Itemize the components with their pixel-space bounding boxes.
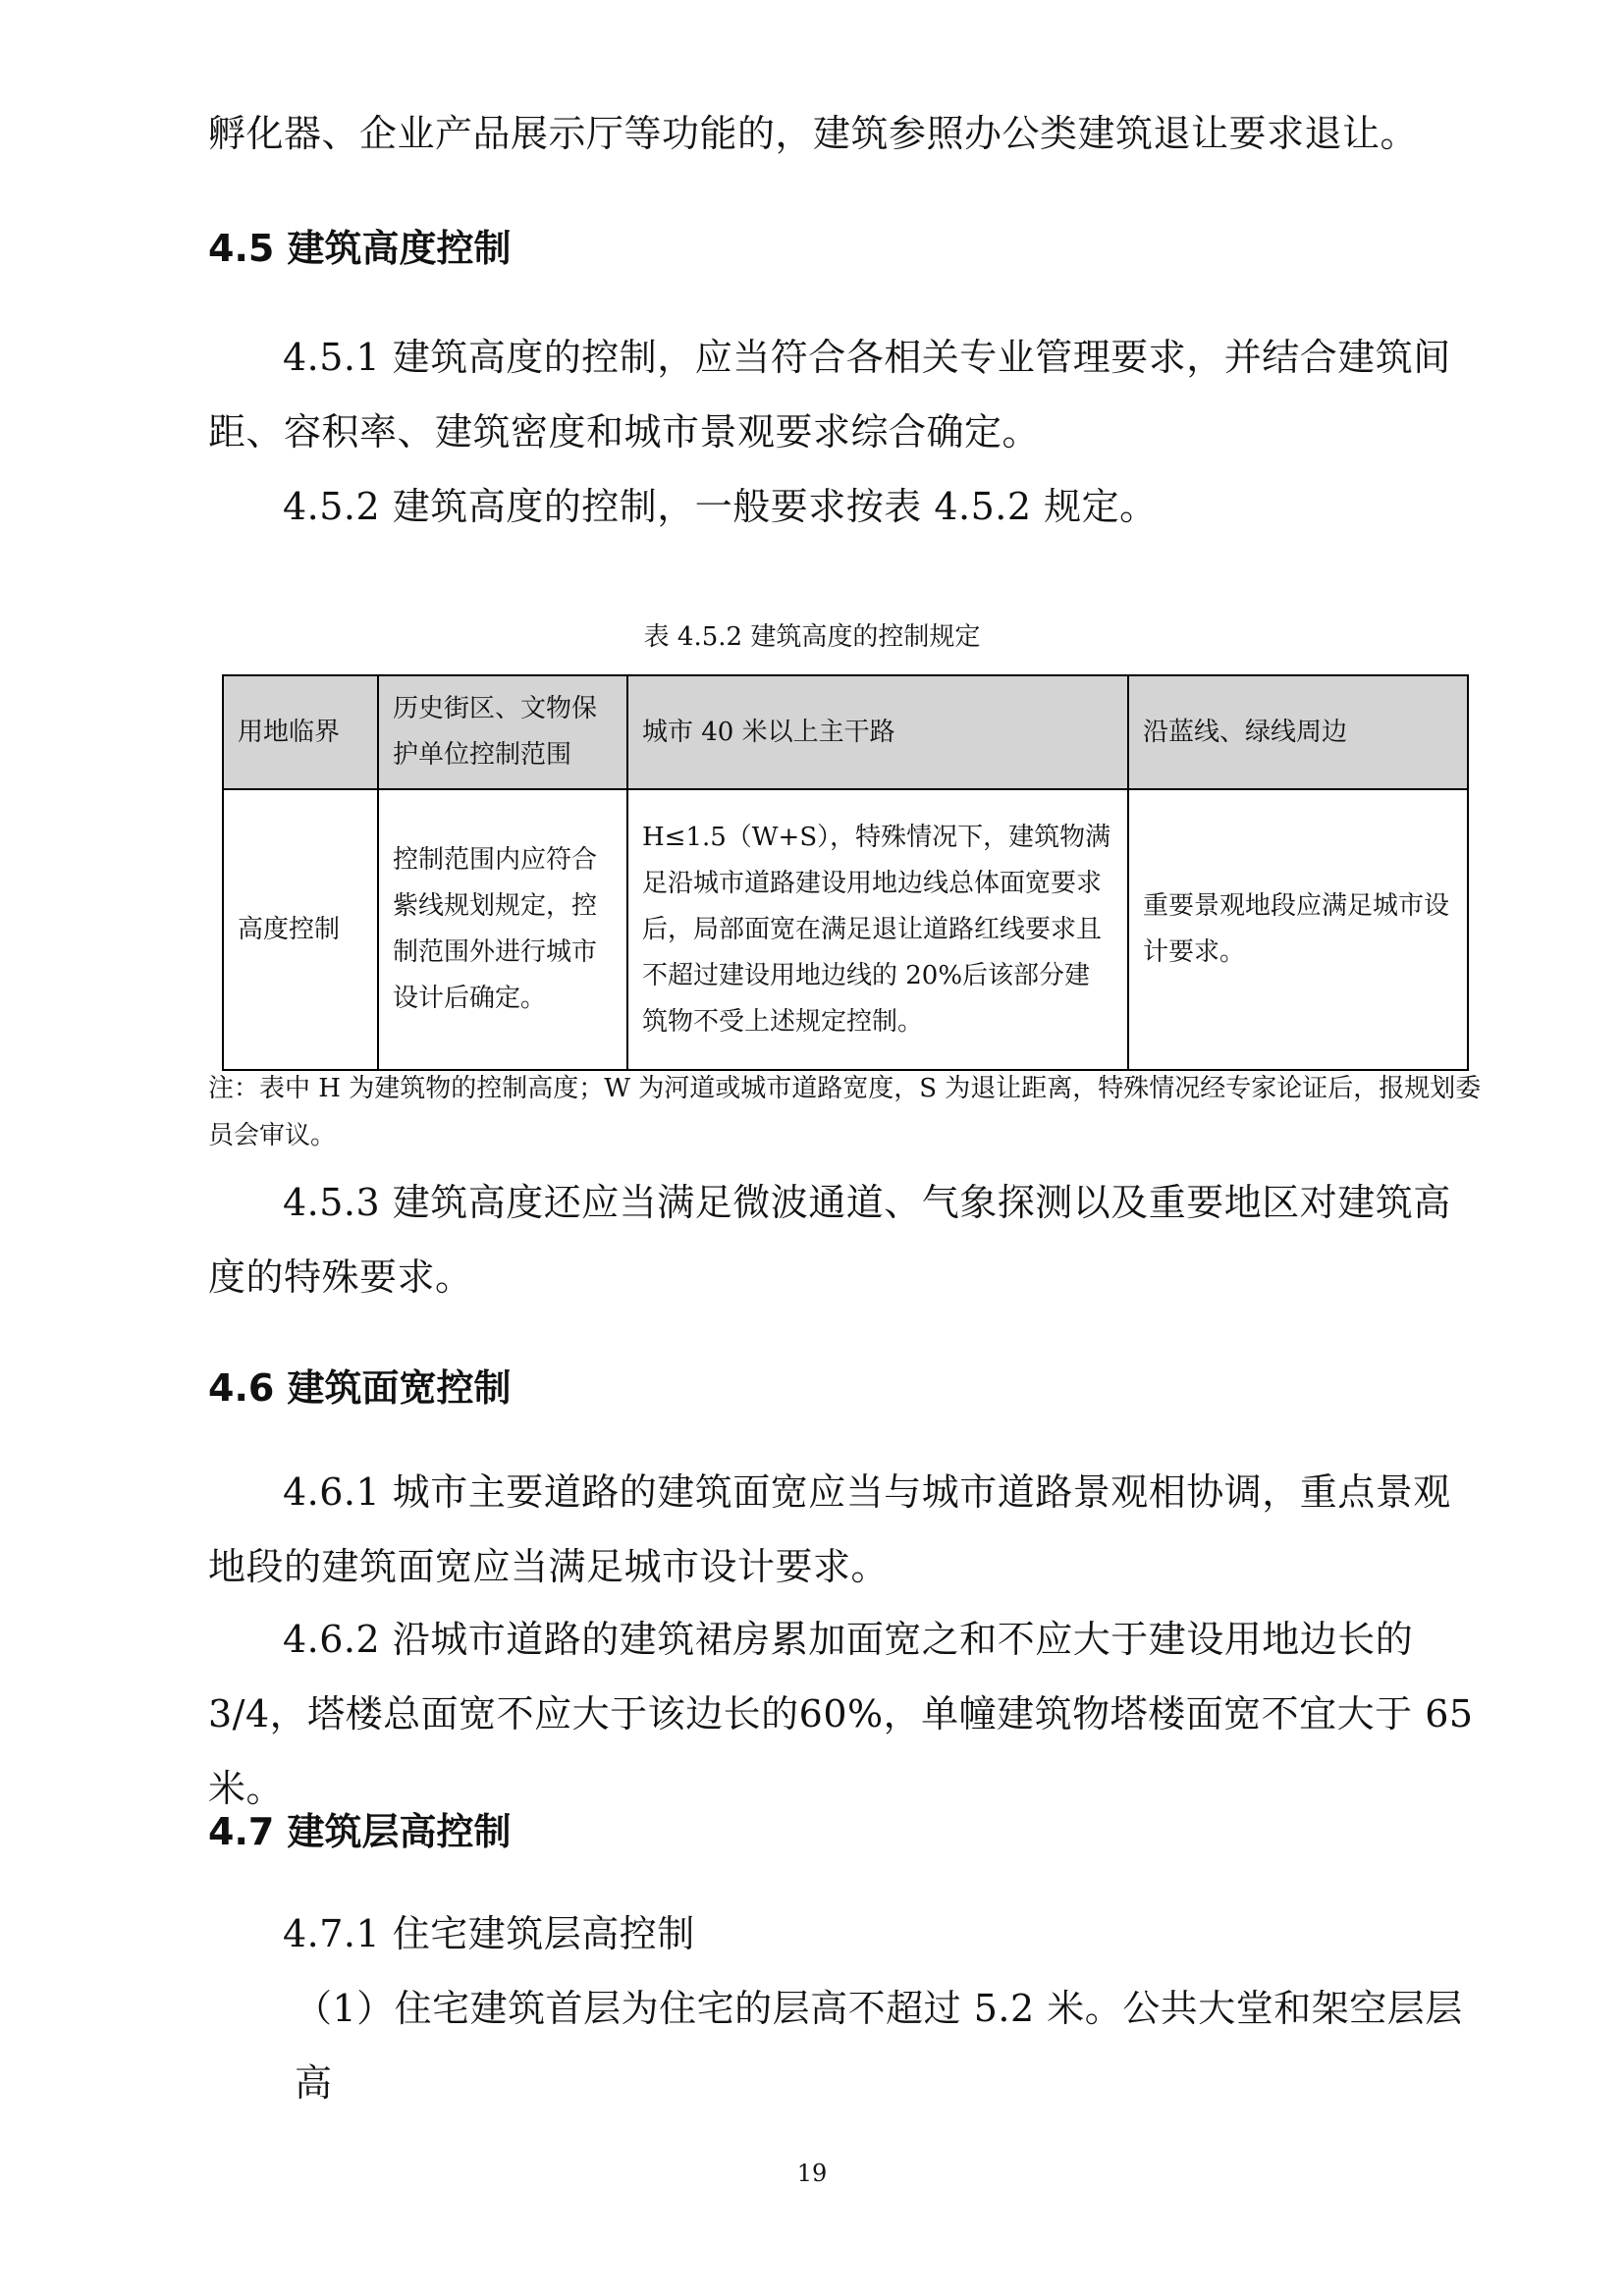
table-header-cell: 用地临界 [223, 675, 378, 789]
table-header-cell: 城市 40 米以上主干路 [627, 675, 1128, 789]
table-header-cell: 历史街区、文物保护单位控制范围 [378, 675, 627, 789]
table-header-row [223, 675, 1468, 789]
paragraph-4-7-1-item-1: （1）住宅建筑首层为住宅的层高不超过 5.2 米。公共大堂和架空层层高 [295, 1987, 1463, 2105]
page-number: 19 [796, 2160, 828, 2187]
table-cell: 高度控制 [223, 789, 378, 1070]
paragraph-4-5-1: 4.5.1 建筑高度的控制，应当符合各相关专业管理要求，并结合建筑间距、容积率、建筑密度和城市景观要求综合确定。 [208, 336, 1451, 454]
table-row [223, 789, 1468, 1070]
table-cell: 控制范围内应符合紫线规划规定，控制范围外进行城市设计后确定。 [378, 789, 627, 1070]
table-cell: 重要景观地段应满足城市设计要求。 [1128, 789, 1468, 1070]
table-note: 注：表中 H 为建筑物的控制高度；W 为河道或城市道路宽度，S 为退让距离，特殊情况经专家论证后，报规划委员会审议。 [208, 1074, 1482, 1150]
paragraph-4-7-1: 4.7.1 住宅建筑层高控制 [283, 1912, 695, 1955]
paragraph-4-5-3: 4.5.3 建筑高度还应当满足微波通道、气象探测以及重要地区对建筑高度的特殊要求。 [208, 1181, 1451, 1299]
section-heading-4-6: 4.6 建筑面宽控制 [208, 1366, 512, 1410]
table-caption: 表 4.5.2 建筑高度的控制规定 [643, 622, 981, 652]
height-control-table [222, 674, 1469, 1071]
paragraph-4-6-1: 4.6.1 城市主要道路的建筑面宽应当与城市道路景观相协调，重点景观地段的建筑面宽应当满足城市设计要求。 [208, 1470, 1451, 1588]
section-heading-4-5: 4.5 建筑高度控制 [208, 227, 512, 270]
table-header-cell: 沿蓝线、绿线周边 [1128, 675, 1468, 789]
section-heading-4-7: 4.7 建筑层高控制 [208, 1810, 512, 1853]
table-cell: H≤1.5（W+S），特殊情况下，建筑物满足沿城市道路建设用地边线总体面宽要求后，局部面宽在满足退让道路红线要求且不超过建设用地边线的 20%后该部分建筑物不受上述规定控制。 [627, 789, 1128, 1070]
paragraph-continuation: 孵化器、企业产品展示厅等功能的，建筑参照办公类建筑退让要求退让。 [208, 112, 1419, 155]
paragraph-4-6-2: 4.6.2 沿城市道路的建筑裙房累加面宽之和不应大于建设用地边长的3/4，塔楼总面宽不应大于该边长的60%，单幢建筑物塔楼面宽不宜大于 65 米。 [208, 1618, 1474, 1810]
paragraph-4-5-2: 4.5.2 建筑高度的控制，一般要求按表 4.5.2 规定。 [283, 485, 1158, 528]
